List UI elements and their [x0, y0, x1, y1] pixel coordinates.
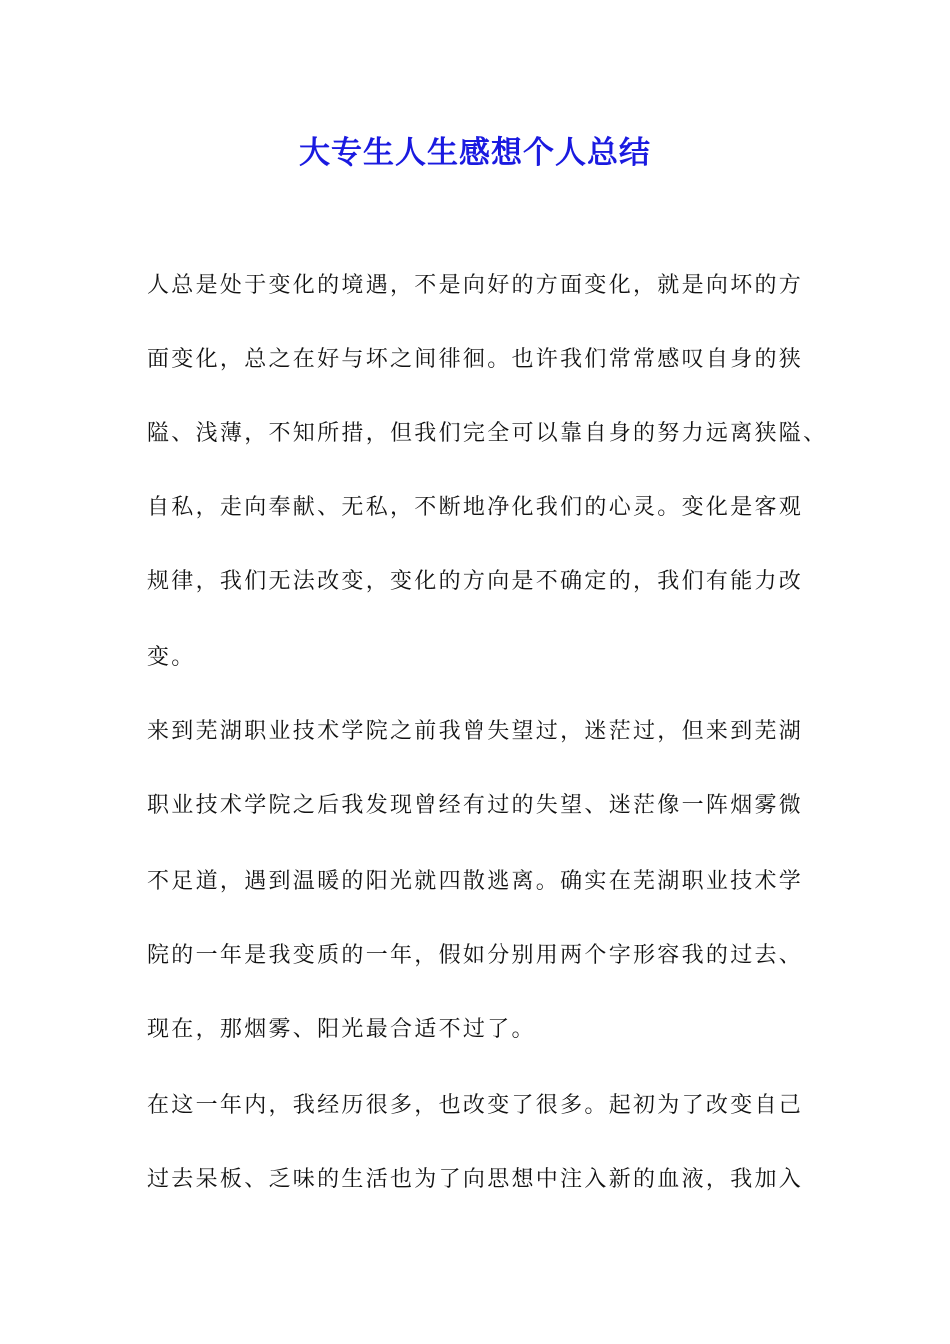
paragraph-line: 来到芜湖职业技术学院之前我曾失望过，迷茫过，但来到芜湖 — [147, 719, 804, 744]
paragraph-line: 变。 — [147, 645, 196, 670]
paragraph-line: 规律，我们无法改变，变化的方向是不确定的，我们有能力改 — [147, 569, 804, 594]
document-title: 大专生人生感想个人总结 — [299, 135, 651, 171]
paragraph-line: 现在，那烟雾、阳光最合适不过了。 — [147, 1017, 536, 1042]
paragraph-line: 人总是处于变化的境遇，不是向好的方面变化，就是向坏的方 — [147, 273, 804, 298]
paragraph-line: 过去呆板、乏味的生活也为了向思想中注入新的血液，我加入 — [147, 1167, 804, 1192]
paragraph-line: 面变化，总之在好与坏之间徘徊。也许我们常常感叹自身的狭 — [147, 347, 804, 372]
paragraph-line: 隘、浅薄，不知所措，但我们完全可以靠自身的努力远离狭隘、 — [147, 421, 828, 446]
paragraph-line: 不足道，遇到温暖的阳光就四散逃离。确实在芜湖职业技术学 — [147, 869, 804, 894]
paragraph-line: 职业技术学院之后我发现曾经有过的失望、迷茫像一阵烟雾微 — [147, 793, 804, 818]
paragraph-line: 自私，走向奉献、无私，不断地净化我们的心灵。变化是客观 — [147, 495, 804, 520]
paragraph-line: 院的一年是我变质的一年，假如分别用两个字形容我的过去、 — [147, 943, 804, 968]
paragraph-line: 在这一年内，我经历很多，也改变了很多。起初为了改变自己 — [147, 1093, 804, 1118]
